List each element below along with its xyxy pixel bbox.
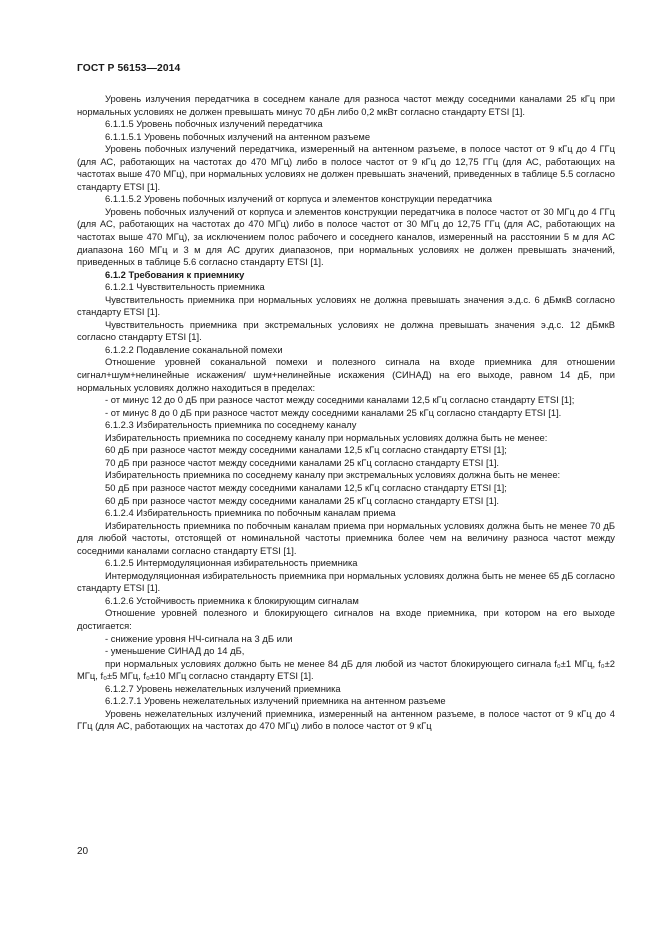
section-heading-bold: 6.1.2 Требования к приемнику: [105, 268, 245, 280]
list-item: - от минус 12 до 0 дБ при разносе частот между соседними каналами 12,5 кГц согласно стандарту ETSI [1];: [105, 394, 575, 406]
list-item: 50 дБ при разносе частот между соседними каналами 12,5 кГц согласно стандарту ETSI [1];: [105, 481, 507, 493]
list-item: - от минус 8 до 0 дБ при разносе частот между соседними каналами 25 кГц согласно стандарту ETSI [1].: [105, 406, 562, 418]
section-heading: 6.1.1.5 Уровень побочных излучений передатчика: [105, 118, 323, 130]
paragraph: Отношение уровней полезного и блокирующего сигналов на входе приемника, при котором на его выходе достигается:: [77, 607, 615, 631]
list-item: - уменьшение СИНАД до 14 дБ,: [105, 645, 245, 657]
list-item: 70 дБ при разносе частот между соседними каналами 25 кГц согласно стандарту ETSI [1].: [105, 456, 500, 468]
paragraph: Чувствительность приемника при нормальных условиях не должна превышать значения э.д.с. 6 дБмкВ согласно стандарту ETSI [1].: [77, 293, 615, 318]
list-item: 60 дБ при разносе частот между соседними каналами 12,5 кГц согласно стандарту ETSI [1];: [105, 444, 507, 456]
section-heading: 6.1.2.7.1 Уровень нежелательных излучений приемника на антенном разъеме: [105, 695, 446, 707]
paragraph: Избирательность приемника по побочным каналам приема при нормальных условиях должна быть не менее 70 дБ для любой частоты, отстоящей от номинальной частоты приемника более чем на величину разноса частот между соседними каналами согласно стандарту ETSI [1].: [77, 519, 615, 556]
document-header: ГОСТ Р 56153—2014: [77, 63, 181, 74]
paragraph: Избирательность приемника по соседнему каналу при экстремальных условиях должна быть не менее:: [105, 469, 561, 481]
paragraph: Уровень излучения передатчика в соседнем канале для разноса частот между соседними каналами 25 кГц при нормальных условиях не должен превышать минус 70 дБн либо 0,2 мкВт согласно стандарту ETSI [1].: [77, 93, 615, 117]
paragraph: Уровень побочных излучений передатчика, измеренный на антенном разъеме, в полосе частот от 9 кГц до 4 ГГц (для АС, работающих на частотах до 470 МГц) либо в полосе частот от 9 кГц до 12,75 ГГц (для АС, работающих на частотах выше 470 МГц), при нормальных условиях не должен превышать значений, приведенных в таблице 5.5 согласно стандарту ETSI [1].: [77, 143, 615, 192]
paragraph: Уровень побочных излучений от корпуса и элементов конструкции передатчика в полосе частот от 30 МГц до 4 ГГц (для АС, работающих на частотах до 470 МГц) либо в полосе частот от 30 МГц до 12,75 ГГц (для АС, работающих на частотах выше 470 МГц), за исключением полос рабочего и соседнего каналов, измеренный на расстоянии 5 м для АС диапазона 160 МГц и 3 м для АС других диапазонов, при нормальных условиях не должен превышать значений, приведенных в таблице 5.6 согласно стандарту ETSI [1].: [77, 205, 615, 268]
list-item: - снижение уровня НЧ-сигнала на 3 дБ или: [105, 632, 293, 644]
paragraph: Интермодуляционная избирательность приемника при нормальных условиях должна быть не менее 65 дБ согласно стандарту ETSI [1].: [77, 569, 615, 594]
paragraph: Чувствительность приемника при экстремальных условиях не должна превышать значения э.д.с. 12 дБмкВ согласно стандарту ETSI [1].: [77, 318, 615, 343]
page-number: 20: [77, 846, 89, 857]
section-heading: 6.1.1.5.1 Уровень побочных излучений на антенном разъеме: [105, 130, 371, 142]
section-heading: 6.1.2.1 Чувствительность приемника: [105, 281, 265, 293]
section-heading: 6.1.2.6 Устойчивость приемника к блокирующим сигналам: [105, 594, 359, 606]
section-heading: 6.1.2.3 Избирательность приемника по соседнему каналу: [105, 419, 357, 431]
section-heading: 6.1.2.5 Интермодуляционная избирательность приемника: [105, 557, 358, 569]
section-heading: 6.1.2.2 Подавление соканальной помехи: [105, 343, 283, 355]
paragraph: Уровень нежелательных излучений приемника, измеренный на антенном разъеме, в полосе частот от 9 кГц до 4 ГГц (для АС, работающих на частотах до 470 МГц) либо в полосе частот от 9 кГц: [77, 707, 615, 732]
paragraph: при нормальных условиях должно быть не менее 84 дБ для любой из частот блокирующего сигнала f₀±1 МГц, f₀±2 МГц, f₀±5 МГц, f₀±10 МГц согласно стандарту ETSI [1].: [77, 657, 615, 682]
section-heading: 6.1.2.7 Уровень нежелательных излучений приемника: [105, 682, 341, 694]
paragraph: Отношение уровней соканальной помехи и полезного сигнала на входе приемника для отношении сигнал+шум+нелинейные искажения/ шум+нелинейные искажения (СИНАД) на его выходе, равном 14 дБ, при нормальных условиях должно находиться в пределах:: [77, 356, 615, 393]
document-body: [77, 93, 615, 733]
list-item: 60 дБ при разносе частот между соседними каналами 25 кГц согласно стандарту ETSI [1].: [105, 494, 500, 506]
paragraph: Избирательность приемника по соседнему каналу при нормальных условиях должна быть не менее:: [105, 431, 548, 443]
section-heading: 6.1.2.4 Избирательность приемника по побочным каналам приема: [105, 507, 396, 519]
section-heading: 6.1.1.5.2 Уровень побочных излучений от корпуса и элементов конструкции передатчика: [105, 193, 492, 205]
